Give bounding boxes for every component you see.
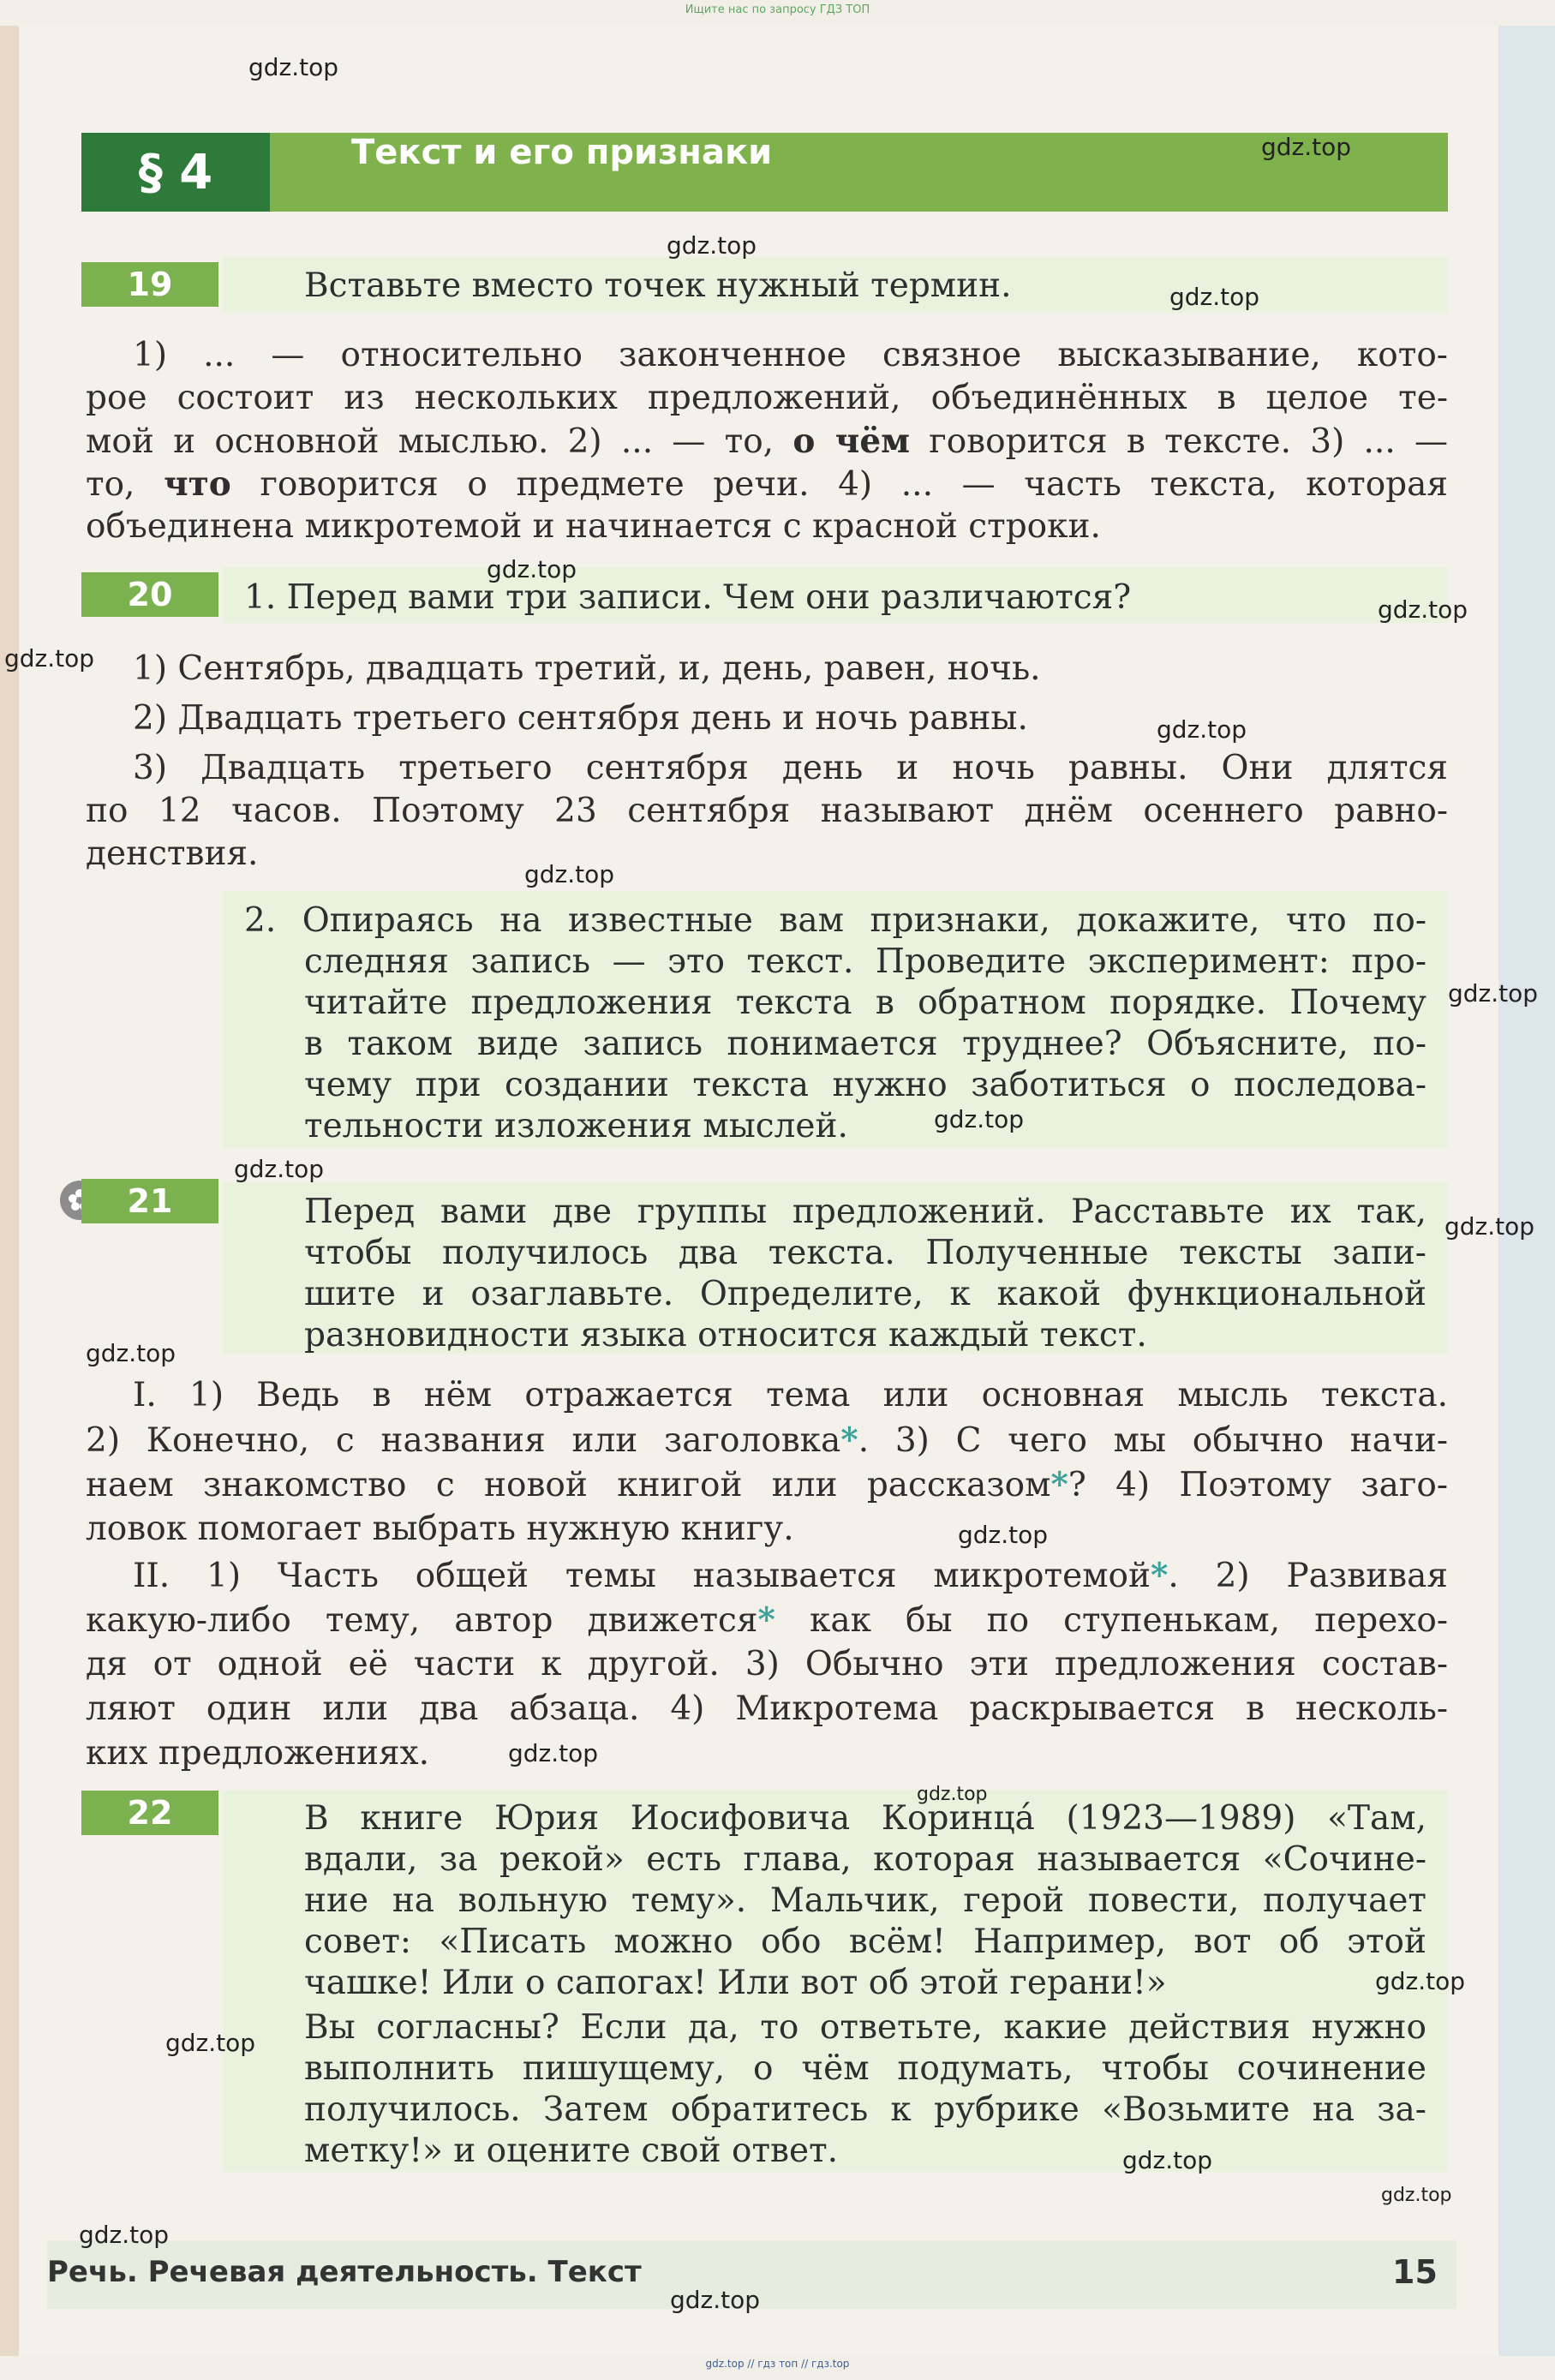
watermark: gdz.top bbox=[1169, 283, 1260, 311]
exercise-21-badge: 21 bbox=[81, 1179, 218, 1223]
top-note: Ищите нас по запросу ГДЗ ТОП bbox=[685, 3, 870, 16]
exercise-21-group-1-line: ловок помогает выбрать нужную книгу. bbox=[86, 1510, 794, 1548]
exercise-20-task-2-line: следняя запись — это текст. Проведите эксперимент: про- bbox=[304, 942, 1426, 981]
exercise-20-task-2-line: чему при создании текста нужно заботиться о последова- bbox=[304, 1066, 1426, 1104]
watermark: gdz.top bbox=[1448, 979, 1539, 1008]
exercise-22-line: выполнить пишущему, о чём подумать, чтобы сочинение bbox=[304, 2049, 1426, 2088]
watermark: gdz.top bbox=[79, 2221, 170, 2249]
footer-title: Речь. Речевая деятельность. Текст bbox=[47, 2255, 642, 2289]
watermark: gdz.top bbox=[248, 53, 339, 81]
page-number: 15 bbox=[1392, 2253, 1438, 2291]
exercise-21-task-line: чтобы получилось два текста. Полученные тексты запи- bbox=[304, 1234, 1426, 1272]
watermark: gdz.top bbox=[958, 1521, 1049, 1549]
exercise-21-group-2-line: II. 1) Часть общей темы называется микротемой*. 2) Развивая bbox=[133, 1556, 1448, 1595]
exercise-21-group-1-line: I. 1) Ведь в нём отражается тема или основная мысль текста. bbox=[133, 1376, 1448, 1414]
bottom-note: gdz.top // гдз топ // гдз.top bbox=[705, 2358, 850, 2370]
page-right-edge bbox=[1498, 26, 1555, 2356]
exercise-20-item: 1) Сентябрь, двадцать третий, и, день, равен, ночь. bbox=[133, 649, 1041, 688]
exercise-19-line: то, что говорится о предмете речи. 4) ... — часть текста, которая bbox=[86, 464, 1449, 504]
exercise-19-line: рое состоит из нескольких предложений, объединённых в целое те- bbox=[86, 379, 1448, 417]
exercise-22-line: Вы согласны? Если да, то ответьте, какие действия нужно bbox=[304, 2008, 1426, 2047]
exercise-19-line: 1) ... — относительно законченное связное высказывание, кото- bbox=[133, 336, 1448, 374]
exercise-20-badge: 20 bbox=[81, 572, 218, 617]
watermark: gdz.top bbox=[667, 231, 757, 260]
exercise-21-group-2-line: ляют один или два абзаца. 4) Микротема раскрывается в несколь- bbox=[86, 1689, 1448, 1728]
exercise-20-task-2-line: в таком виде запись понимается труднее? Объясните, по- bbox=[304, 1025, 1426, 1063]
exercise-22-line: совет: «Писать можно обо всём! Например, вот об этой bbox=[304, 1923, 1426, 1961]
exercise-22-line: вдали, за рекой» есть глава, которая называется «Сочине- bbox=[304, 1840, 1426, 1879]
exercise-20-item: 3) Двадцать третьего сентября день и ночь равны. Они длятся bbox=[133, 749, 1448, 787]
exercise-20-item: по 12 часов. Поэтому 23 сентября называют днём осеннего равно- bbox=[86, 792, 1448, 830]
exercise-19-badge: 19 bbox=[81, 262, 218, 307]
watermark: gdz.top bbox=[1122, 2146, 1213, 2174]
exercise-20-task-2-line: 2. Опираясь на известные вам признаки, докажите, что по- bbox=[244, 901, 1426, 940]
exercise-20-item: 2) Двадцать третьего сентября день и ночь равны. bbox=[133, 699, 1028, 738]
exercise-22-line: получилось. Затем обратитесь к рубрике «Возьмите на за- bbox=[304, 2090, 1426, 2129]
exercise-21-task-line: шите и озаглавьте. Определите, к какой функциональной bbox=[304, 1275, 1426, 1313]
exercise-20-task-2-line: читайте предложения текста в обратном порядке. Почему bbox=[304, 984, 1426, 1022]
exercise-22-badge: 22 bbox=[81, 1791, 218, 1835]
watermark: gdz.top bbox=[86, 1339, 176, 1367]
exercise-21-group-2-line: дя от одной её части к другой. 3) Обычно эти предложения состав- bbox=[86, 1645, 1448, 1683]
watermark: gdz.top bbox=[1375, 1967, 1466, 1995]
exercise-19-line: мой и основной мыслью. 2) ... — то, о чём говорится в тексте. 3) ... — bbox=[86, 422, 1448, 461]
watermark: gdz.top bbox=[1381, 2185, 1452, 2206]
watermark: gdz.top bbox=[4, 644, 95, 673]
exercise-21-group-2-line: какую-либо тему, автор движется* как бы по ступенькам, перехо- bbox=[86, 1600, 1448, 1640]
watermark: gdz.top bbox=[234, 1155, 325, 1183]
exercise-21-group-1-line: наем знакомство с новой книгой или рассказом*? 4) Поэтому заго- bbox=[86, 1465, 1448, 1504]
exercise-20-task-2-line: тельности изложения мыслей. bbox=[304, 1107, 848, 1145]
exercise-21-group-2-line: ких предложениях. bbox=[86, 1734, 430, 1773]
exercise-22-line: чашке! Или о сапогах! Или вот об этой герани!» bbox=[304, 1964, 1167, 2002]
watermark: gdz.top bbox=[165, 2029, 256, 2057]
exercise-21-group-1-line: 2) Конечно, с названия или заголовка*. 3) С чего мы обычно начи- bbox=[86, 1420, 1448, 1460]
watermark: gdz.top bbox=[934, 1105, 1025, 1133]
exercise-19-task: Вставьте вместо точек нужный термин. bbox=[304, 266, 1012, 305]
watermark: gdz.top bbox=[487, 555, 577, 583]
exercise-21-task-line: Перед вами две группы предложений. Расставьте их так, bbox=[304, 1193, 1426, 1231]
exercise-21-task-line: разновидности языка относится каждый текст. bbox=[304, 1316, 1147, 1354]
page-left-edge bbox=[0, 26, 19, 2356]
paragraph-title: Текст и его признаки bbox=[351, 133, 773, 172]
watermark: gdz.top bbox=[508, 1739, 599, 1767]
exercise-20-item: денствия. bbox=[86, 834, 259, 873]
exercise-22-line: ние на вольную тему». Мальчик, герой повести, получает bbox=[304, 1881, 1426, 1920]
watermark: gdz.top bbox=[917, 1784, 988, 1805]
exercise-22-line: метку!» и оцените свой ответ. bbox=[304, 2132, 839, 2170]
watermark: gdz.top bbox=[670, 2286, 761, 2314]
exercise-19-line: объединена микротемой и начинается с красной строки. bbox=[86, 507, 1101, 546]
watermark: gdz.top bbox=[1157, 715, 1247, 744]
watermark: gdz.top bbox=[1261, 133, 1352, 161]
exercise-20-task-1: 1. Перед вами три записи. Чем они различаются? bbox=[244, 578, 1132, 617]
watermark: gdz.top bbox=[1444, 1212, 1535, 1241]
watermark: gdz.top bbox=[1378, 595, 1468, 624]
exercise-22-line: В книге Юрия Иосифовича Коринца́ (1923—1989) «Там, bbox=[304, 1799, 1426, 1838]
paragraph-number: § 4 bbox=[81, 133, 270, 212]
watermark: gdz.top bbox=[524, 860, 615, 888]
